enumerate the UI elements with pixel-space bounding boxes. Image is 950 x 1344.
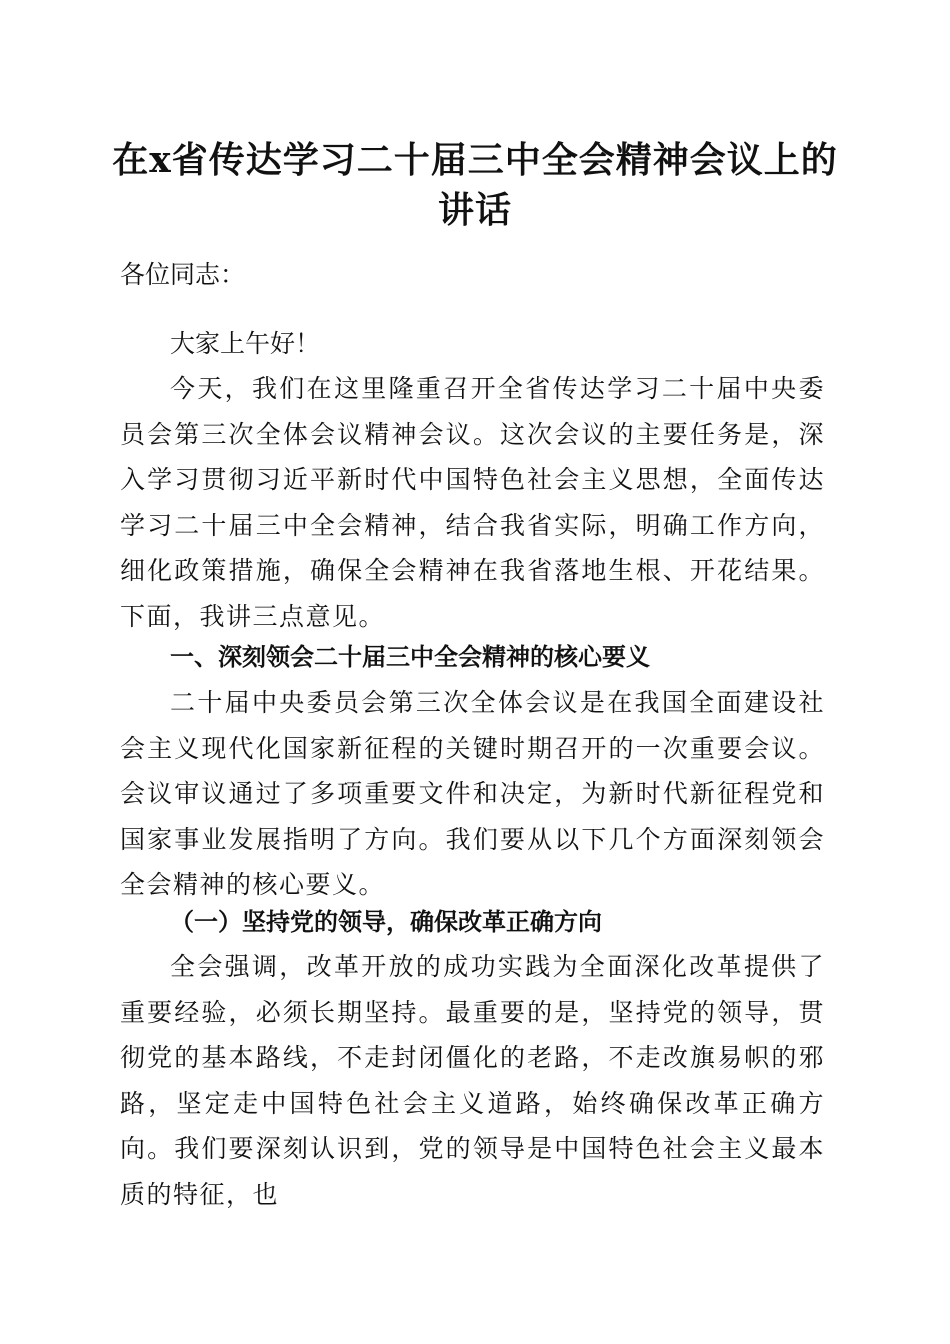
greeting: 大家上午好！	[170, 329, 321, 358]
document-title-line-2: 讲话	[437, 189, 512, 231]
paragraph-section-1: 二十届中央委员会第三次全体会议是在我国全面建设社会主义现代化国家新征程的关键时期召开的一次重要会议。会议审议通过了多项重要文件和决定，为新时代新征程党和国家事业发展指明了方向。我们要从以下几个方面深刻领会全会精神的核心要义。	[120, 688, 825, 900]
section-heading-1: 一、深刻领会二十届三中全会精神的核心要义	[170, 643, 650, 671]
paragraph-intro: 今天，我们在这里隆重召开全省传达学习二十届中央委员会第三次全体会议精神会议。这次会议的主要任务是，深入学习贯彻习近平新时代中国特色社会主义思想，全面传达学习二十届三中全会精神，结合我省实际，明确工作方向，细化政策措施，确保全会精神在我省落地生根、开花结果。下面，我讲三点意见。	[120, 374, 825, 631]
paragraph-subsection-1: 全会强调，改革开放的成功实践为全面深化改革提供了重要经验，必须长期坚持。最重要的是，坚持党的领导，贯彻党的基本路线，不走封闭僵化的老路，不走改旗易帜的邪路，坚定走中国特色社会主义道路，始终确保改革正确方向。我们要深刻认识到，党的领导是中国特色社会主义最本质的特征，也	[120, 952, 825, 1209]
subsection-heading-1: （一）坚持党的领导，确保改革正确方向	[170, 907, 602, 936]
salutation: 各位同志：	[120, 260, 246, 289]
document-title-line-1: 在x省传达学习二十届三中全会精神会议上的	[112, 139, 838, 181]
